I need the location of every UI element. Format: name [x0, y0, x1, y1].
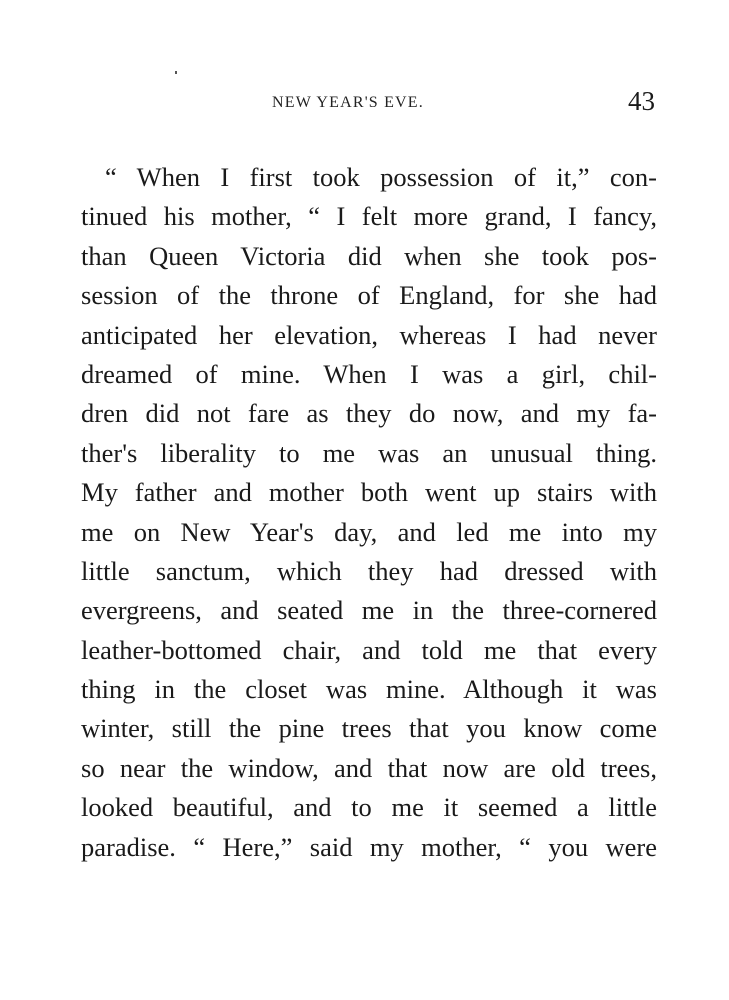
- text-line: evergreens, and seated me in the three-cornered: [81, 595, 657, 626]
- text-line: dren did not fare as they do now, and my fa-: [81, 398, 657, 429]
- text-line: thing in the closet was mine. Although it was: [81, 674, 657, 705]
- text-line: little sanctum, which they had dressed with: [81, 555, 657, 586]
- text-line: ther's liberality to me was an unusual thing.: [81, 437, 657, 468]
- text-line: tinued his mother, “ I felt more grand, I fancy,: [81, 201, 657, 232]
- text-line: looked beautiful, and to me it seemed a little: [81, 792, 657, 823]
- text-line: dreamed of mine. When I was a girl, chil-: [81, 358, 657, 389]
- text-line: so near the window, and that now are old trees,: [81, 752, 657, 783]
- running-title: NEW YEAR'S EVE.: [272, 94, 424, 111]
- scan-speck: [175, 71, 177, 74]
- text-line: session of the throne of England, for she had: [81, 280, 657, 311]
- body-text: [81, 158, 657, 867]
- text-line: anticipated her elevation, whereas I had never: [81, 319, 657, 350]
- text-line: paradise. “ Here,” said my mother, “ you were: [81, 831, 657, 862]
- text-line: winter, still the pine trees that you know come: [81, 713, 657, 744]
- text-line: me on New Year's day, and led me into my: [81, 516, 657, 547]
- text-line: leather-bottomed chair, and told me that every: [81, 634, 657, 665]
- page-number: 43: [628, 86, 655, 116]
- text-line: My father and mother both went up stairs with: [81, 477, 657, 508]
- text-line: “ When I first took possession of it,” con-: [105, 162, 657, 192]
- text-line: than Queen Victoria did when she took pos-: [81, 240, 657, 271]
